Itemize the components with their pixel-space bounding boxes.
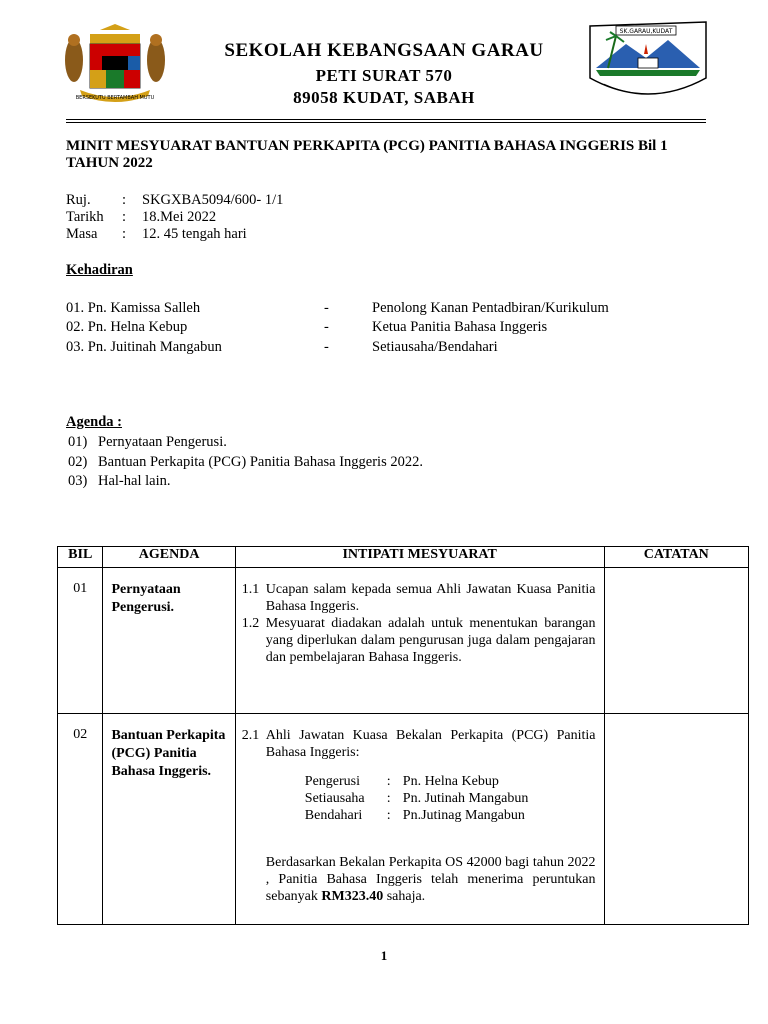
committee-role: Pengerusi xyxy=(304,774,360,789)
attendee-role: Setiausaha/Bendahari xyxy=(372,339,498,355)
agenda-item xyxy=(68,473,170,490)
attendee-name: 03. Pn. Juitinah Mangabun xyxy=(66,339,222,355)
meta-date xyxy=(66,209,216,226)
meta-value: SKGXBA5094/600- 1/1 xyxy=(142,192,284,208)
point-number: 1.1 xyxy=(241,582,260,597)
agenda-heading: Agenda : xyxy=(66,414,122,430)
attendance-heading: Kehadiran xyxy=(66,262,133,278)
column-header-intipati: INTIPATI MESYUARAT xyxy=(235,547,604,568)
point-number: 2.1 xyxy=(241,728,260,743)
svg-text:BERSEKUTU BERTAMBAH MUTU: BERSEKUTU BERTAMBAH MUTU xyxy=(75,95,155,101)
point-text: Ahli Jawatan Kuasa Bekalan Perkapita (PCG) Panitia Bahasa Inggeris: xyxy=(265,728,596,760)
row-catatan xyxy=(604,714,748,925)
row-catatan xyxy=(604,568,748,714)
table-header-row xyxy=(58,547,749,568)
committee-role: Setiausaha xyxy=(304,791,365,806)
attendee-name: 01. Pn. Kamissa Salleh xyxy=(66,300,201,316)
committee-name: Pn.Jutinag Mangabun xyxy=(402,808,525,823)
table-row xyxy=(58,568,749,714)
agenda-text: Hal-hal lain. xyxy=(98,473,171,489)
row-intipati xyxy=(235,714,604,925)
agenda-text: Pernyataan Pengerusi. xyxy=(98,434,227,450)
point-number: 1.2 xyxy=(241,616,260,631)
header-divider-2 xyxy=(66,122,706,123)
meta-label: Masa xyxy=(66,226,98,242)
point-text: Mesyuarat diadakan adalah untuk menentukan barangan yang diperlukan dalam pengurusan juga dalam pengajaran dan pembelajaran Bahasa Inggeris. xyxy=(265,616,596,665)
committee-list xyxy=(305,773,596,824)
page-number: 1 xyxy=(380,948,388,963)
attendee-name: 02. Pn. Helna Kebup xyxy=(66,319,188,335)
attendee-role: Penolong Kanan Pentadbiran/Kurikulum xyxy=(372,300,609,316)
meta-colon: : xyxy=(122,209,127,225)
discussion-point xyxy=(242,581,596,615)
meta-label: Tarikh xyxy=(66,209,104,225)
minutes-table xyxy=(57,546,749,925)
agenda-number: 02) xyxy=(68,454,88,470)
committee-member xyxy=(305,807,596,824)
allocation-paragraph xyxy=(266,854,596,905)
agenda-number: 01) xyxy=(68,434,88,450)
meta-label: Ruj. xyxy=(66,192,91,208)
allocation-text-end: sahaja. xyxy=(383,889,426,904)
row-bil: 01 xyxy=(58,568,103,714)
agenda-item xyxy=(68,454,423,471)
discussion-point xyxy=(242,615,596,666)
attendee-dash: - xyxy=(324,339,329,355)
meta-time xyxy=(66,226,247,243)
column-header-agenda: AGENDA xyxy=(103,547,235,568)
point-text: Ucapan salam kepada semua Ahli Jawatan Kuasa Panitia Bahasa Inggeris. xyxy=(265,582,596,614)
committee-colon: : xyxy=(386,808,391,823)
discussion-point xyxy=(242,727,596,761)
committee-name: Pn. Helna Kebup xyxy=(402,774,499,789)
committee-name: Pn. Jutinah Mangabun xyxy=(402,791,529,806)
committee-colon: : xyxy=(386,774,391,789)
committee-role: Bendahari xyxy=(304,808,363,823)
svg-text:SK.GARAU,KUDAT: SK.GARAU,KUDAT xyxy=(619,28,673,35)
school-name: SEKOLAH KEBANGSAAN GARAU xyxy=(224,40,544,61)
committee-member xyxy=(305,790,596,807)
header-divider xyxy=(66,119,706,120)
row-bil: 02 xyxy=(58,714,103,925)
table-row xyxy=(58,714,749,925)
attendee-role: Ketua Panitia Bahasa Inggeris xyxy=(372,319,548,335)
meta-value: 18.Mei 2022 xyxy=(142,209,217,225)
meta-colon: : xyxy=(122,226,127,242)
meta-value: 12. 45 tengah hari xyxy=(142,226,247,242)
allocation-amount: RM323.40 xyxy=(321,889,384,904)
row-agenda: Pernyataan Pengerusi. xyxy=(103,568,235,714)
attendee-dash: - xyxy=(324,319,329,335)
column-header-bil: BIL xyxy=(58,547,103,568)
address-line-1: PETI SURAT 570 xyxy=(315,66,453,85)
agenda-text: Bantuan Perkapita (PCG) Panitia Bahasa Inggeris 2022. xyxy=(98,454,423,470)
address-line-2: 89058 KUDAT, SABAH xyxy=(293,88,475,107)
row-intipati xyxy=(235,568,604,714)
agenda-item xyxy=(68,434,227,451)
committee-colon: : xyxy=(386,791,391,806)
committee-member xyxy=(305,773,596,790)
meta-ref xyxy=(66,192,283,209)
column-header-catatan: CATATAN xyxy=(604,547,748,568)
agenda-number: 03) xyxy=(68,473,88,489)
row-agenda: Bantuan Perkapita (PCG) Panitia Bahasa Inggeris. xyxy=(103,714,235,925)
meta-colon: : xyxy=(122,192,127,208)
attendee-dash: - xyxy=(324,300,329,316)
document-title: MINIT MESYUARAT BANTUAN PERKAPITA (PCG) PANITIA BAHASA INGGERIS Bil 1 TAHUN 2022 xyxy=(66,138,668,171)
allocation-text: Berdasarkan Bekalan Perkapita OS 42000 bagi tahun 2022 , Panitia Bahasa Inggeris telah menerima peruntukan sebanyak xyxy=(265,855,596,904)
